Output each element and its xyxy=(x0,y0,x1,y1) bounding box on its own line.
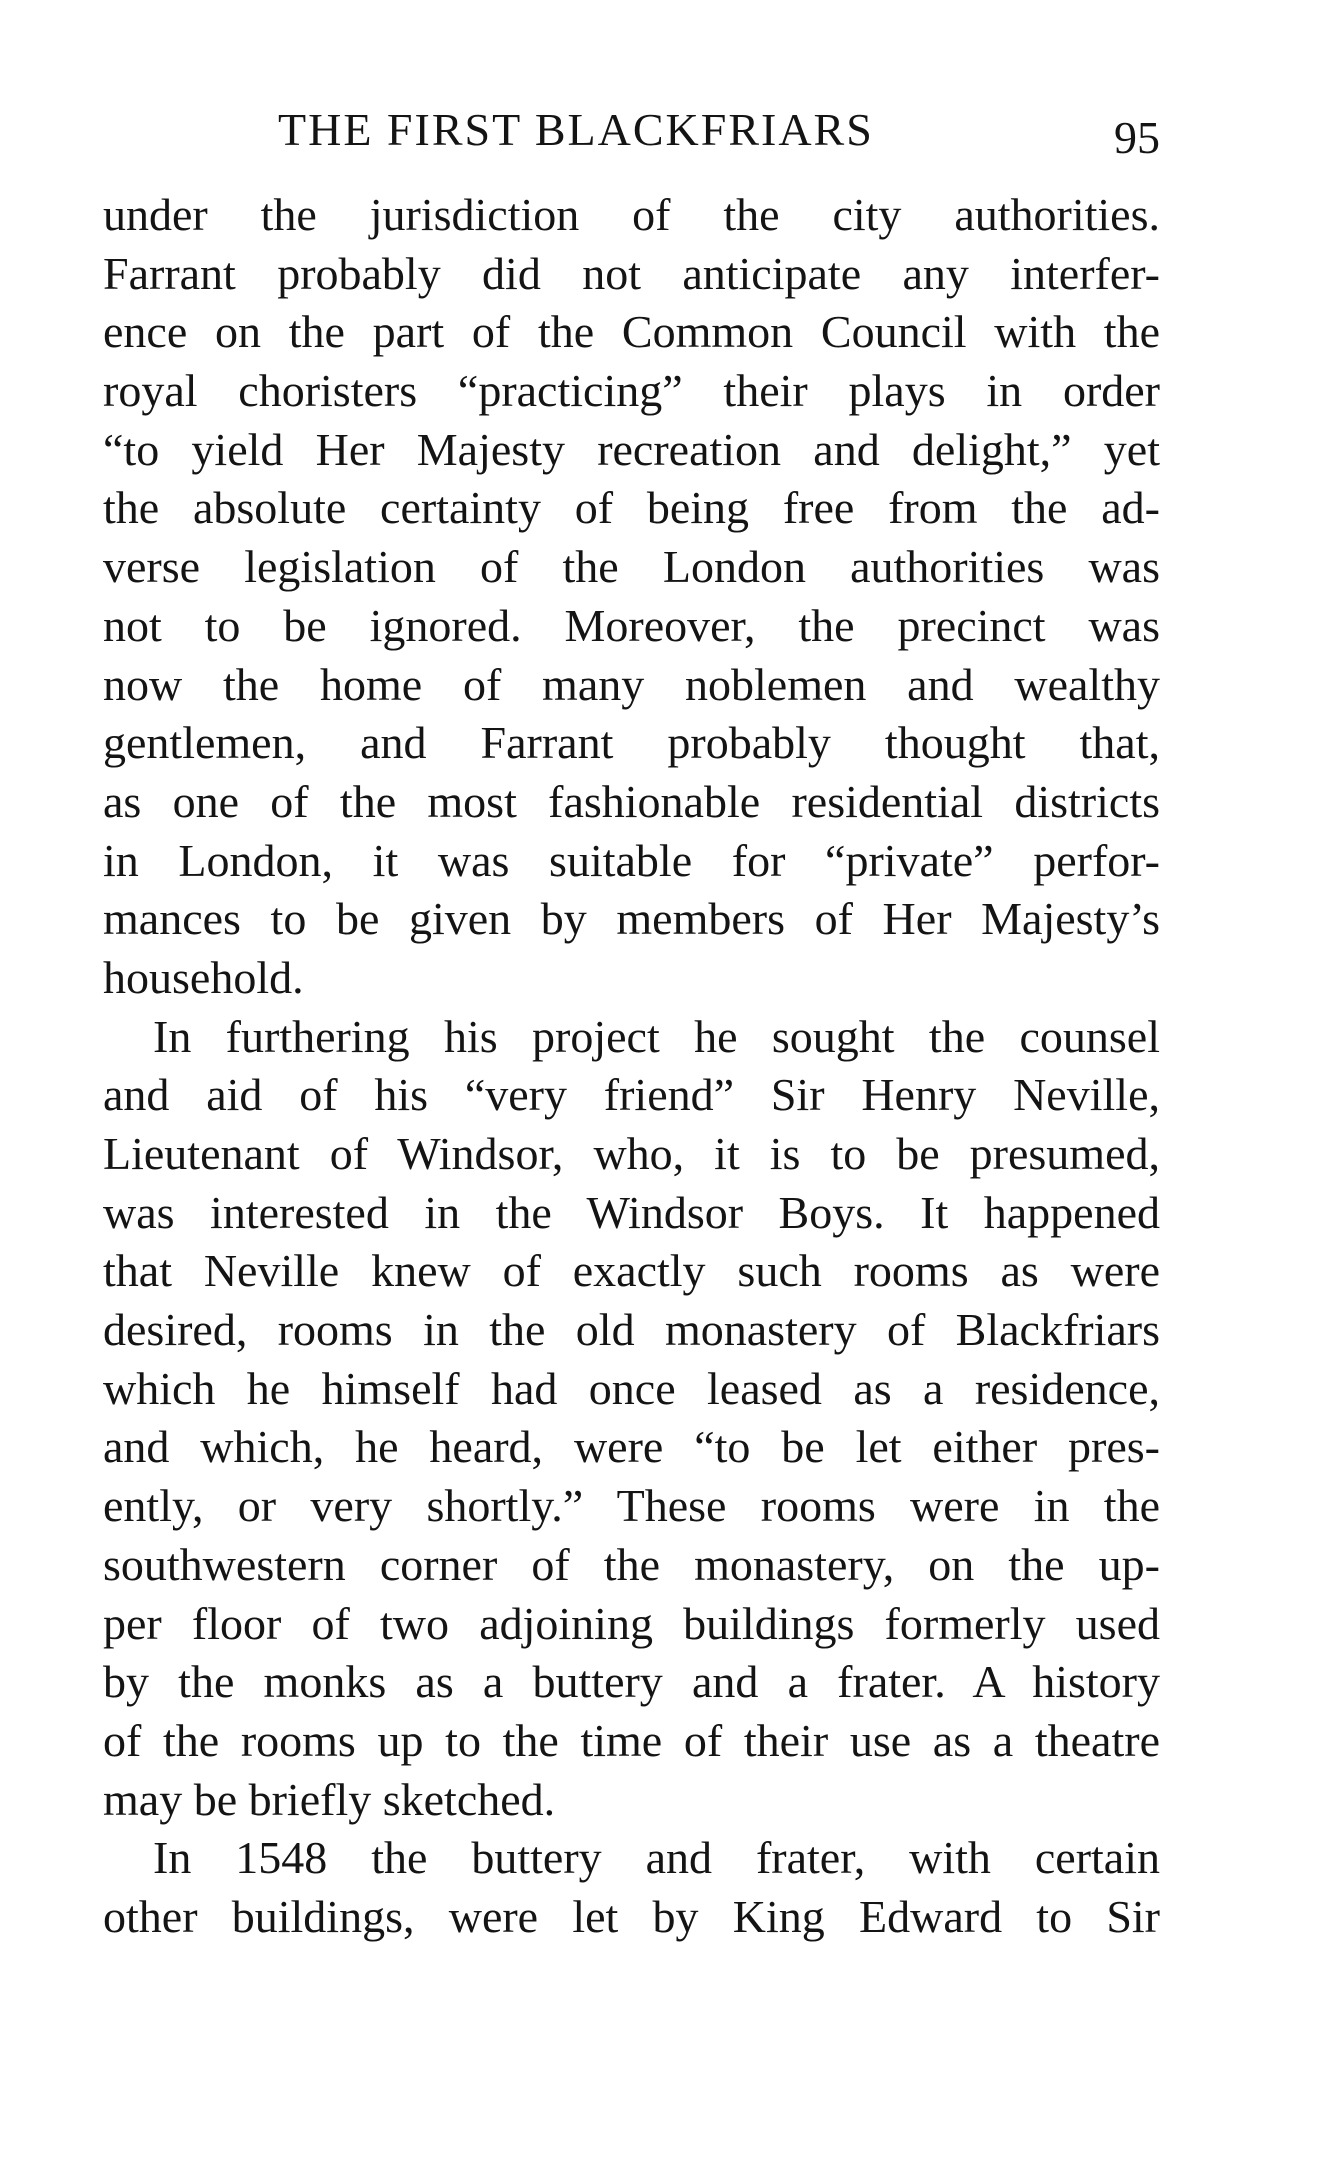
text-line: household. xyxy=(103,951,304,1003)
text-line: “to yield Her Majesty recreation and delight,” yet xyxy=(103,423,1160,475)
text-line: not to be ignored. Moreover, the precinct was xyxy=(103,599,1160,651)
paragraph-1 xyxy=(103,186,1160,1008)
text-line: was interested in the Windsor Boys. It happened xyxy=(103,1186,1160,1238)
text-line: as one of the most fashionable residential districts xyxy=(103,775,1160,827)
text-line: may be briefly sketched. xyxy=(103,1773,556,1825)
text-line: In 1548 the buttery and frater, with certain xyxy=(153,1832,1160,1884)
text-line: ently, or very shortly.” These rooms were in the xyxy=(103,1480,1160,1532)
paragraph-2 xyxy=(103,1008,1160,1830)
text-line: which he himself had once leased as a residence, xyxy=(103,1362,1160,1414)
text-line: of the rooms up to the time of their use as a theatre xyxy=(103,1714,1160,1766)
text-line: verse legislation of the London authorities was xyxy=(103,541,1160,593)
text-line: mances to be given by members of Her Majesty’s xyxy=(103,893,1160,945)
text-line: now the home of many noblemen and wealthy xyxy=(103,658,1160,710)
paragraph-3 xyxy=(103,1829,1160,1946)
text-line: under the jurisdiction of the city authorities. xyxy=(103,189,1160,240)
text-line: gentlemen, and Farrant probably thought that, xyxy=(103,717,1160,769)
text-line: ence on the part of the Common Council with the xyxy=(103,306,1160,358)
running-title: THE FIRST BLACKFRIARS xyxy=(278,104,874,155)
page-number: 95 xyxy=(1114,112,1160,163)
text-line: that Neville knew of exactly such rooms as were xyxy=(103,1245,1160,1297)
text-line: Farrant probably did not anticipate any interfer- xyxy=(103,247,1160,299)
text-line: In furthering his project he sought the counsel xyxy=(153,1010,1160,1062)
running-head xyxy=(103,100,1160,163)
body-text xyxy=(103,186,1160,1947)
text-line: other buildings, were let by King Edward to Sir xyxy=(103,1890,1160,1942)
text-line: in London, it was suitable for “private” perfor- xyxy=(103,834,1160,886)
text-line: the absolute certainty of being free from the ad- xyxy=(103,482,1160,534)
text-line: southwestern corner of the monastery, on the up- xyxy=(103,1538,1160,1590)
text-line: and which, he heard, were “to be let either pres- xyxy=(103,1421,1160,1473)
text-line: and aid of his “very friend” Sir Henry Neville, xyxy=(103,1069,1160,1121)
text-line: per floor of two adjoining buildings formerly used xyxy=(103,1597,1160,1649)
text-line: royal choristers “practicing” their plays in order xyxy=(103,365,1160,417)
text-line: desired, rooms in the old monastery of Blackfriars xyxy=(103,1304,1160,1356)
text-line: by the monks as a buttery and a frater. A history xyxy=(103,1656,1160,1708)
text-line: Lieutenant of Windsor, who, it is to be presumed, xyxy=(103,1128,1160,1179)
